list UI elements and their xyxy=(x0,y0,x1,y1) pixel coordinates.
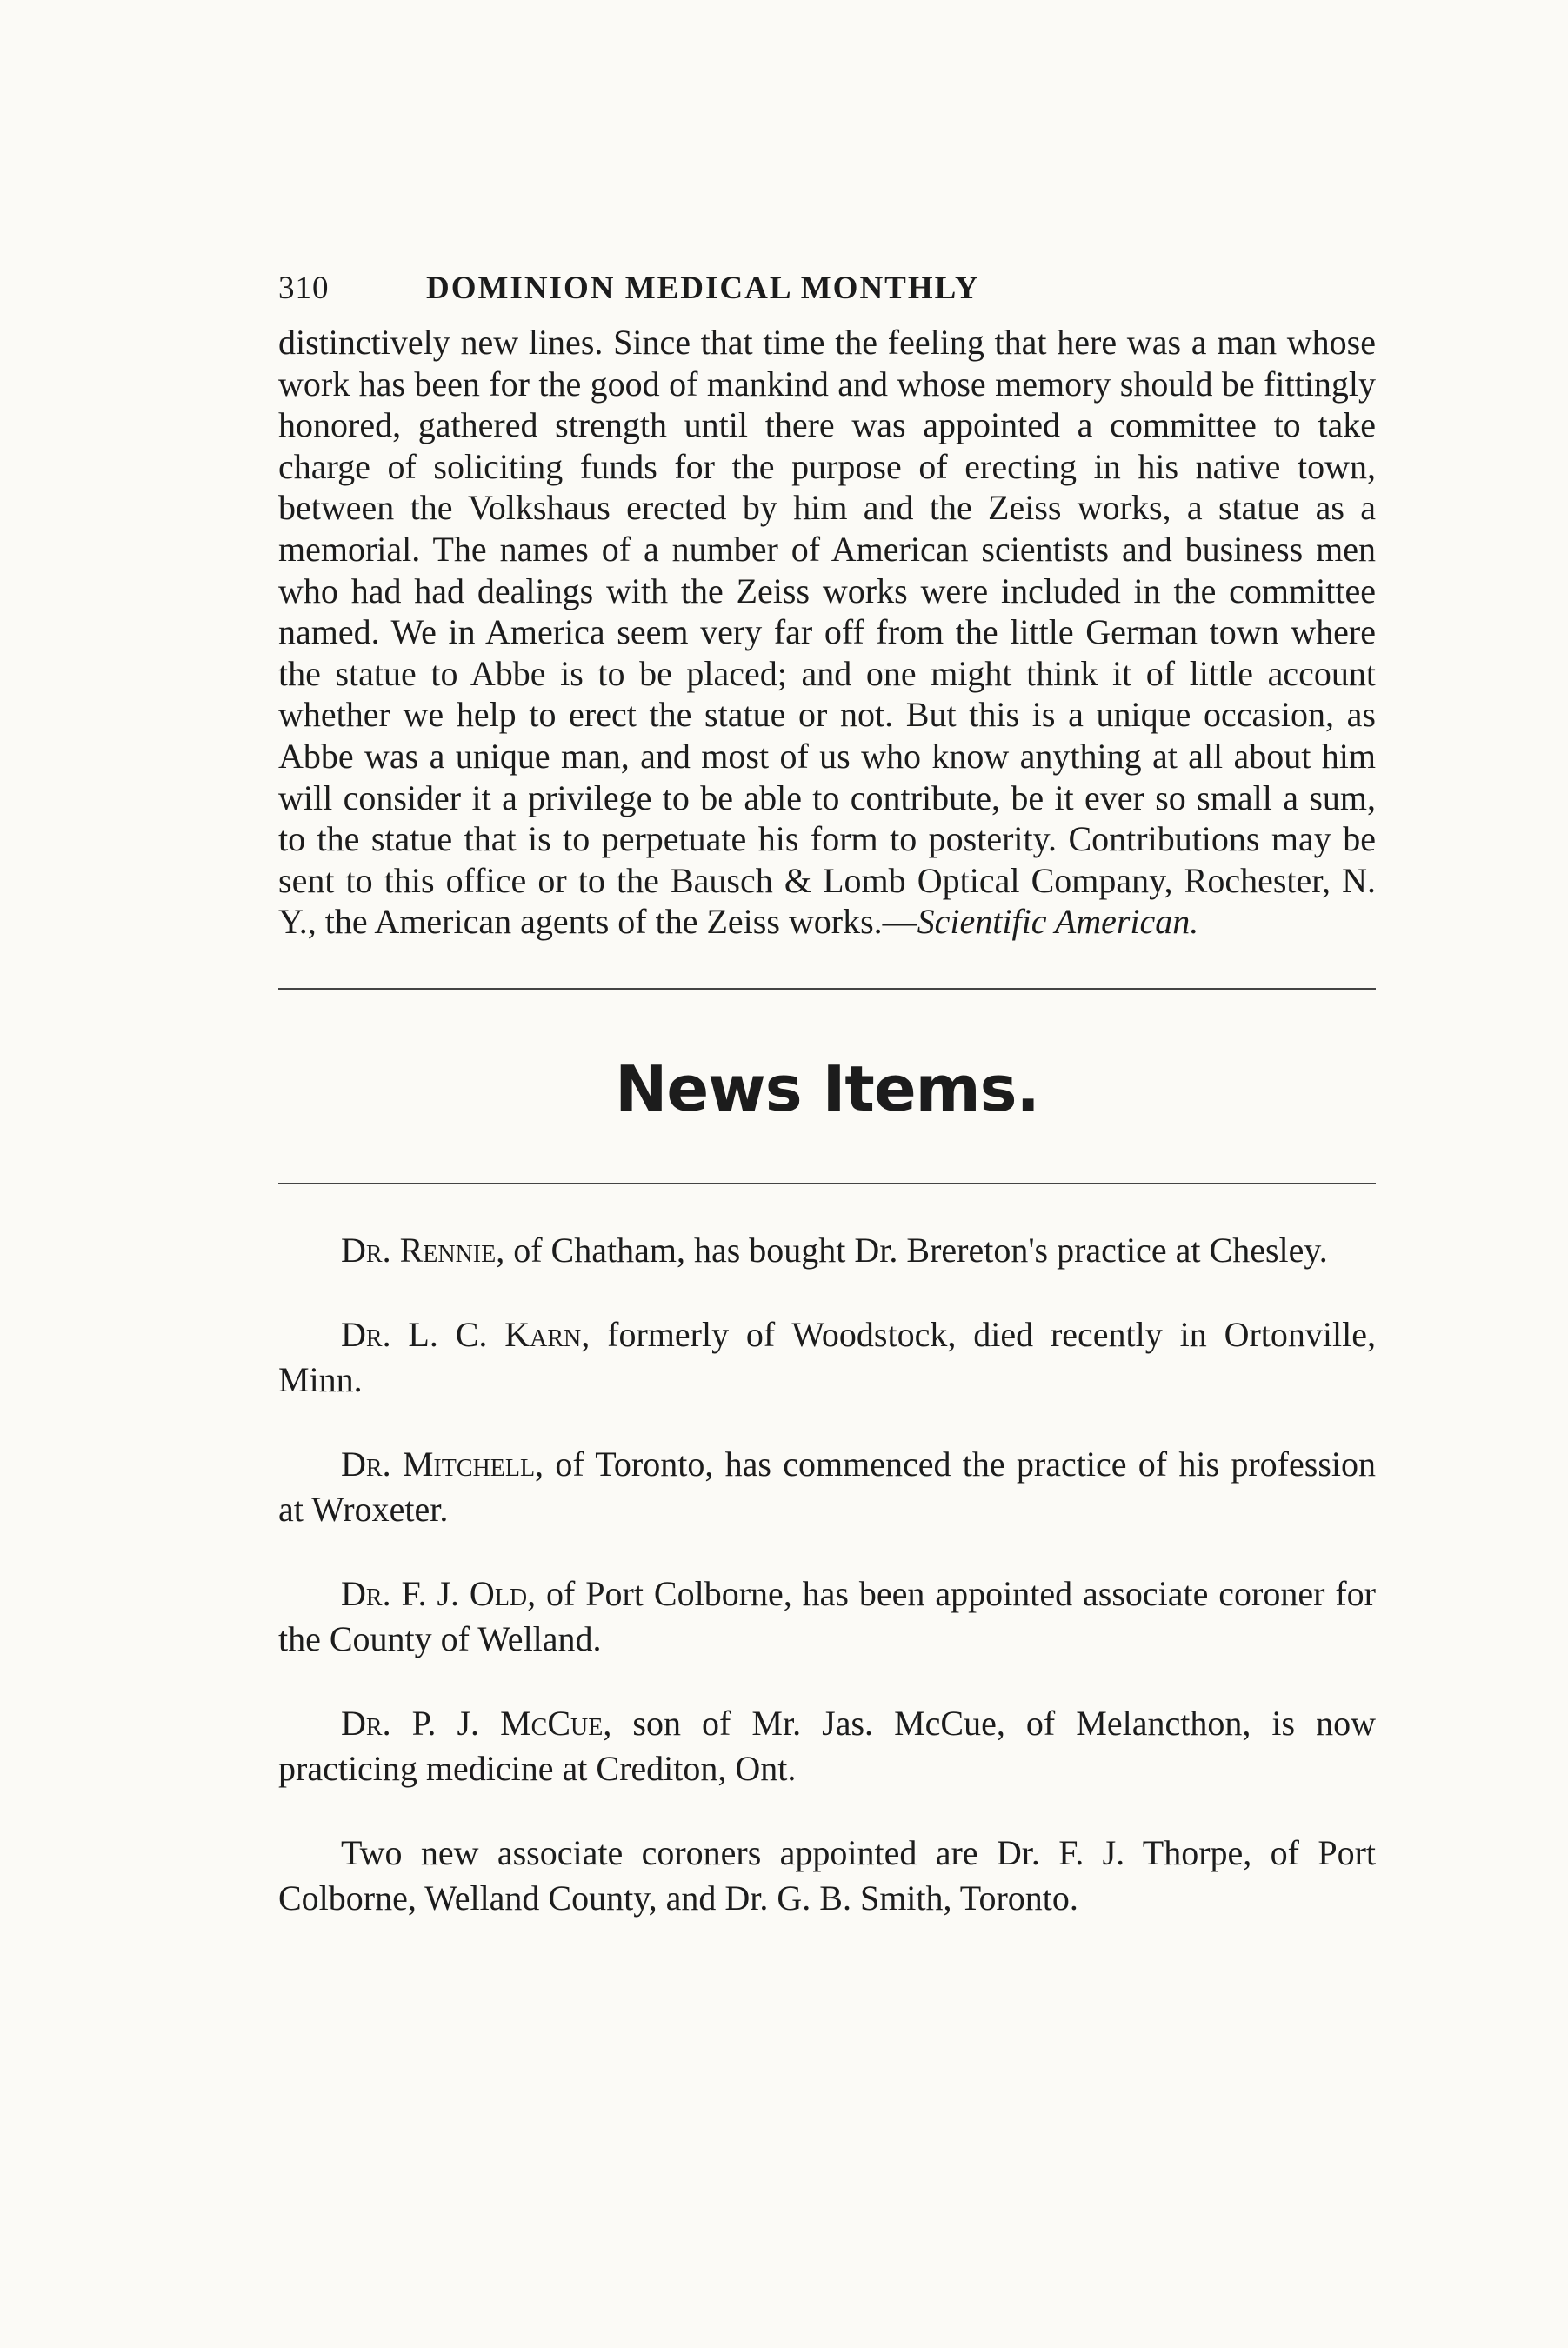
divider-bottom xyxy=(278,1183,1376,1184)
news-item-name: Dr. L. C. Karn, xyxy=(341,1314,591,1354)
journal-title: DOMINION MEDICAL MONTHLY xyxy=(426,270,980,306)
news-item xyxy=(278,1571,1376,1662)
news-item-text: Two new associate coroners appointed are Dr. F. J. Thorpe, of Port Colborne, Welland County, and Dr. G. B. Smith, Toronto. xyxy=(278,1832,1376,1918)
news-item xyxy=(278,1831,1376,1921)
news-item-name: Dr. F. J. Old, xyxy=(341,1573,537,1613)
news-item-text: of Port Colborne, has been appointed associate coroner for the County of Welland. xyxy=(278,1573,1376,1658)
news-item xyxy=(278,1228,1376,1273)
news-item-name: Dr. P. J. McCue, xyxy=(341,1703,612,1743)
divider-top xyxy=(278,988,1376,990)
article-source: Scientific American. xyxy=(917,902,1199,942)
news-item-text: son of Mr. Jas. McCue, of Melancthon, is now practicing medicine at Crediton, Ont. xyxy=(278,1703,1376,1788)
page xyxy=(278,270,1376,1960)
running-head xyxy=(278,270,1376,322)
page-number: 310 xyxy=(278,270,330,306)
news-item-text: of Toronto, has commenced the practice of his profession at Wroxeter. xyxy=(278,1444,1376,1529)
article-continuation xyxy=(278,322,1376,943)
news-item-name: Dr. Rennie, xyxy=(341,1230,505,1270)
news-item xyxy=(278,1442,1376,1532)
news-item xyxy=(278,1701,1376,1791)
news-item xyxy=(278,1312,1376,1403)
news-item-text: of Chatham, has bought Dr. Brereton's practice at Chesley. xyxy=(504,1230,1328,1270)
news-item-text: formerly of Woodstock, died recently in Ortonville, Minn. xyxy=(278,1314,1376,1399)
article-body: distinctively new lines. Since that time the feeling that here was a man whose work has been for the good of mankind and whose memory should be fittingly honored, gathered strength until there was appointed a committee to take charge of soliciting funds for the purpose of erecting in his native town, between the Volkshaus erected by him and the Zeiss works, a statue as a memorial. The names of a number of American scientists and business men who had had dealings with the Zeiss works were included in the committee named. We in America seem very far off from the little German town where the statue to Abbe is to be placed; and one might think it of little account whether we help to erect the statue or not. But this is a unique occasion, as Abbe was a unique man, and most of us who know anything at all about him will consider it a privilege to be able to contribute, be it ever so small a sum, to the statue that is to perpetuate his form to posterity. Contributions may be sent to this office or to the Bausch & Lomb Optical Company, Rochester, N. Y., the American agents of the Zeiss works.— xyxy=(278,323,1376,942)
news-item-name: Dr. Mitchell, xyxy=(341,1444,544,1484)
section-title: News Items. xyxy=(615,1051,1039,1125)
